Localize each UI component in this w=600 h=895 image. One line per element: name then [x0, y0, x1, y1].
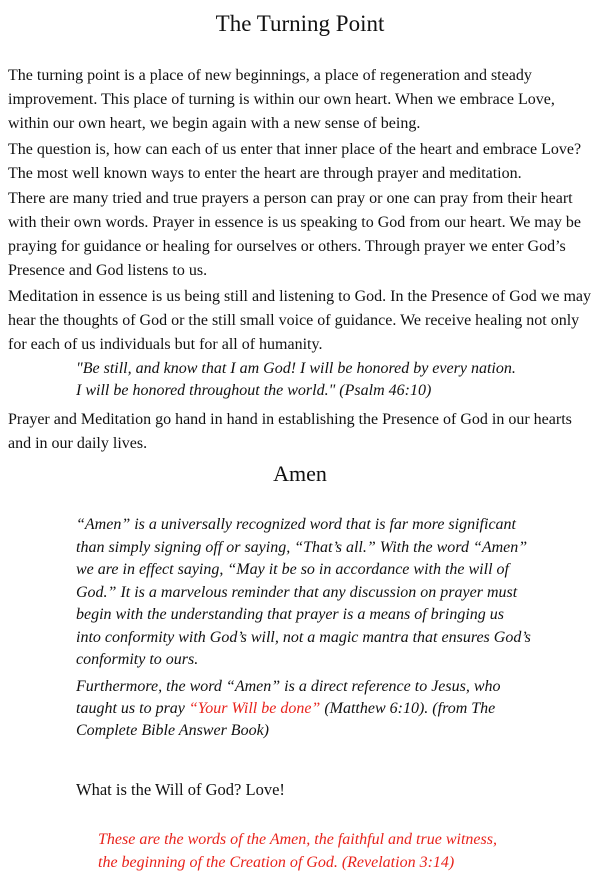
will-of-god-question: What is the Will of God? Love! [76, 780, 285, 799]
amen-quote-jesus [76, 676, 526, 742]
revelation-quote-line-2: the beginning of the Creation of God. (Revelation 3:14) [98, 854, 455, 871]
paragraph-prayer: There are many tried and true prayers a person can pray or one can pray from their heart with their own words. Prayer in essence is us speaking to God from our heart. We may be praying for guidance or healing for ourselves or others. Through prayer we enter God’s Presence and God listens to us. [8, 190, 581, 279]
paragraph-closing: Prayer and Meditation go hand in hand in establishing the Presence of God in our hearts and in our daily lives. [8, 411, 572, 452]
paragraph-turning-point: The turning point is a place of new beginnings, a place of regeneration and steady improvement. This place of turning is within our own heart. When we embrace Love, within our own heart, we begin again with a new sense of being. [8, 67, 555, 132]
psalm-quote-line-1: "Be still, and know that I am God! I will be honored by every nation. [76, 360, 516, 377]
revelation-quote-line-1: These are the words of the Amen, the faithful and true witness, [98, 831, 497, 848]
page-title: The Turning Point [215, 11, 385, 36]
psalm-quote [76, 358, 596, 402]
your-will-be-done-highlight: “Your Will be done” [188, 700, 321, 717]
revelation-quote [98, 828, 558, 874]
amen-quote-jesus-text-before: Furthermore, the word “Amen” is a direct reference to Jesus, who taught us to pray [76, 678, 501, 717]
paragraph-meditation: Meditation in essence is us being still and listening to God. In the Presence of God we may hear the thoughts of God or the still small voice of guidance. We receive healing not only for each of us individuals but for all of humanity. [8, 288, 591, 353]
amen-quote-jesus-text-after: (Matthew 6:10). (from The Complete Bible Answer Book) [76, 700, 496, 739]
amen-heading: Amen [273, 461, 327, 486]
paragraph-question: The question is, how can each of us enter that inner place of the heart and embrace Love? The most well known ways to enter the heart are through prayer and meditation. [8, 141, 582, 182]
psalm-quote-line-2: I will be honored throughout the world." (Psalm 46:10) [76, 382, 432, 399]
amen-quote-definition: “Amen” is a universally recognized word that is far more significant than simply signing off or saying, “That’s all.” With the word “Amen” we are in effect saying, “May it be so in accordance with the will of God.” It is a marvelous reminder that any discussion on prayer must begin with the understanding that prayer is a means of bringing us into conformity with God’s will, not a magic mantra that ensures God’s conformity to ours. [76, 516, 531, 668]
